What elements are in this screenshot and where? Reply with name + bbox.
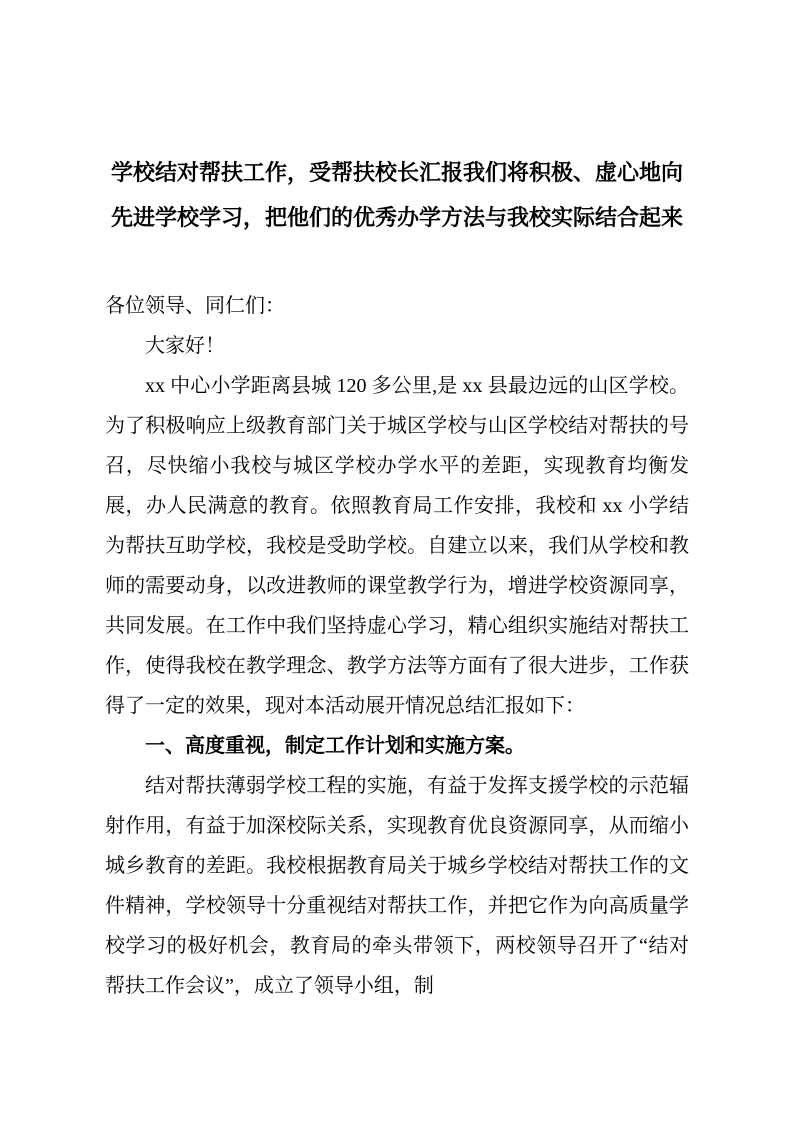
paragraph-greeting: 大家好！ [145, 335, 225, 358]
section-heading-1: 一、高度重视，制定工作计划和实施方案。 [145, 735, 525, 758]
paragraph-section-1-body: 结对帮扶薄弱学校工程的实施，有益于发挥支援学校的示范辐射作用，有益于加深校际关系，实现教育优良资源同享，从而缩小城乡教育的差距。我校根据教育局关于城乡学校结对帮扶工作的文件精神，学校领导十分重视结对帮扶工作，并把它作为向高质量学校学习的极好机会，教育局的牵头带领下，两校领导召开了“结对帮扶工作会议”，成立了领导小组，制 [105, 775, 689, 998]
paragraph-introduction: xx 中心小学距离县城 120 多公里,是 xx 县最边远的山区学校。为了积极响应上级教育部门关于城区学校与山区学校结对帮扶的号召，尽快缩小我校与城区学校办学水平的差距，实现教育均衡发展，办人民满意的教育。依照教育局工作安排，我校和 xx 小学结为帮扶互助学校，我校是受助学校。自建立以来，我们从学校和教师的需要动身，以改进教师的课堂教学行为，增进学校资源同享，共同发展。在工作中我们坚持虚心学习，精心组织实施结对帮扶工作，使得我校在教学理念、教学方法等方面有了很大进步，工作获得了一定的效果，现对本活动展开情况总结汇报如下： [105, 375, 689, 718]
paragraph-salutation: 各位领导、同仁们： [105, 295, 285, 318]
document-title: 学校结对帮扶工作，受帮扶校长汇报我们将积极、虚心地向先进学校学习，把他们的优秀办学方法与我校实际结合起来 [110, 160, 683, 231]
